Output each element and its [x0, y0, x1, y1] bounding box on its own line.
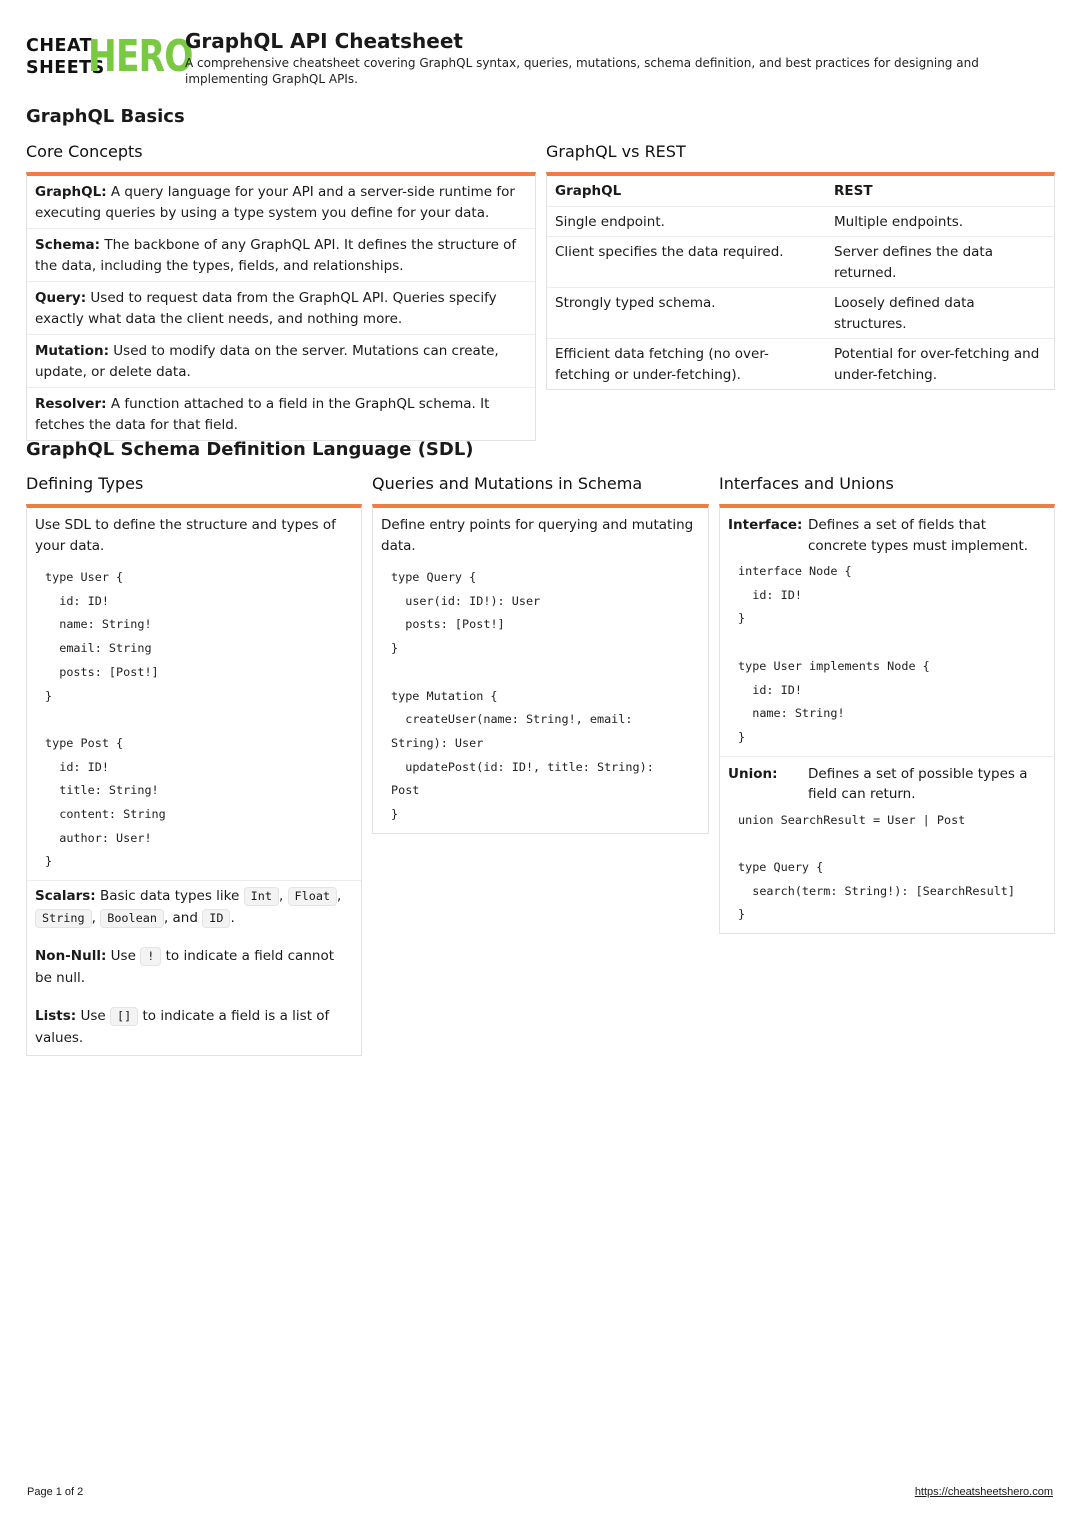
code-chip: String — [35, 909, 92, 928]
concept-text: Used to modify data on the server. Mutations can create, update, or delete data. — [35, 343, 499, 380]
table-cell: Efficient data fetching (no over-fetching or under-fetching). — [555, 346, 769, 383]
page-description: A comprehensive cheatsheet covering GraphQL syntax, queries, mutations, schema definition, and best practices for designing and implementing GraphQL APIs. — [185, 56, 979, 86]
card-title-defining-types: Defining Types — [26, 474, 144, 493]
section-title-sdl: GraphQL Schema Definition Language (SDL) — [26, 439, 474, 460]
concept-text: The backbone of any GraphQL API. It defines the structure of the data, including the types, fields, and relationships. — [35, 237, 517, 274]
note-text: Use — [80, 1008, 106, 1025]
concept-text: A query language for your API and a server-side runtime for executing queries by using a type system you define for your data. — [35, 184, 515, 221]
interface-text: Defines a set of fields that concrete types must implement. — [808, 517, 1029, 554]
logo-text-cheat: CHEAT — [26, 36, 93, 56]
logo — [26, 31, 193, 82]
queries-mutations-card — [372, 504, 709, 834]
concept-item — [27, 282, 535, 335]
core-concepts-card — [26, 172, 536, 441]
note-label: Lists: — [35, 1008, 77, 1025]
card-title-core-concepts: Core Concepts — [26, 142, 143, 161]
table-header-cell: GraphQL — [555, 183, 622, 199]
table-cell: Loosely defined data structures. — [834, 295, 975, 332]
note-label: Scalars: — [35, 888, 96, 905]
table-row — [547, 339, 1054, 389]
concept-term: Schema: — [35, 237, 101, 253]
concept-text: Used to request data from the GraphQL API. Queries specify exactly what data the client needs, and nothing more. — [35, 290, 497, 327]
union-label: Union: — [728, 765, 778, 782]
interfaces-unions-card — [719, 504, 1055, 934]
union-code-block: union SearchResult = User | Post type Query { search(term: String!): [SearchResult] } — [738, 812, 1016, 922]
concept-text: A function attached to a field in the GraphQL schema. It fetches the data for that field. — [35, 396, 490, 433]
table-row — [547, 207, 1054, 238]
note-text: Basic data types like — [99, 888, 240, 905]
card-title-interfaces-unions: Interfaces and Unions — [719, 474, 894, 493]
interface-code-block: interface Node { id: ID! } type User implements Node { id: ID! name: String! } — [738, 564, 930, 744]
concept-term: GraphQL: — [35, 184, 107, 200]
table-cell: Potential for over-fetching and under-fetching. — [834, 346, 1040, 383]
note-non-null — [27, 932, 361, 992]
concept-term: Resolver: — [35, 396, 107, 412]
code-chip: Boolean — [100, 909, 164, 928]
concept-item — [27, 176, 535, 229]
concept-item — [27, 335, 535, 388]
union-text: Defines a set of possible types a field can return. — [808, 765, 1028, 803]
table-row — [547, 237, 1054, 288]
table-cell: Client specifies the data required. — [555, 244, 784, 260]
card-title-graphql-vs-rest: GraphQL vs REST — [546, 142, 686, 161]
code-chip: [] — [110, 1007, 138, 1026]
footer-link[interactable]: https://cheatsheetshero.com — [914, 1486, 1053, 1498]
page-number: Page 1 of 2 — [27, 1486, 84, 1498]
page-title: GraphQL API Cheatsheet — [185, 29, 463, 53]
note-text: to indicate a field is a list of values. — [35, 1008, 330, 1046]
table-header-cell: REST — [834, 183, 873, 199]
defining-types-card — [26, 504, 362, 1056]
code-chip: Int — [244, 887, 279, 906]
code-chip: ! — [140, 947, 161, 966]
interface-label: Interface: — [728, 517, 803, 533]
note-text: Use — [110, 948, 136, 965]
note-scalars: Scalars: Basic data types like Int , Float , String , Boolean , and ID . — [35, 888, 342, 926]
card-intro: Define entry points for querying and mutating data. — [381, 517, 694, 554]
code-chip: Float — [288, 887, 338, 906]
logo-text-hero: HERO — [88, 31, 193, 82]
concept-item — [27, 229, 535, 282]
note-text: and — [172, 909, 198, 926]
graphql-vs-rest-table — [546, 172, 1055, 390]
section-title-basics: GraphQL Basics — [26, 106, 185, 127]
table-cell: Multiple endpoints. — [834, 213, 964, 230]
card-title-queries-mutations: Queries and Mutations in Schema — [372, 474, 643, 493]
note-label: Non-Null: — [35, 948, 107, 965]
table-cell: Strongly typed schema. — [555, 295, 716, 311]
code-block: type User { id: ID! name: String! email: String posts: [Post!] } type Post { id: ID! title: String! content: String author: User! } — [45, 570, 166, 869]
note-lists — [27, 992, 361, 1055]
card-intro: Use SDL to define the structure and types of your data. — [35, 517, 336, 554]
concept-item — [27, 388, 535, 440]
logo-text-sheets: SHEETS — [26, 58, 105, 78]
concept-term: Mutation: — [35, 343, 109, 359]
code-chip: ID — [202, 909, 230, 928]
concept-term: Query: — [35, 290, 87, 306]
interface-row — [720, 508, 1054, 556]
union-row — [720, 757, 1054, 805]
table-cell: Single endpoint. — [555, 213, 665, 230]
code-block: type Query { user(id: ID!): User posts: [Post!] } type Mutation { createUser(name: String!, email: String): User updatePost(id: ID!, title: String): Post } — [391, 570, 654, 822]
table-cell: Server defines the data returned. — [834, 244, 993, 281]
table-header-row — [547, 176, 1054, 207]
note-text: to indicate a field cannot be null. — [35, 948, 334, 986]
table-row — [547, 288, 1054, 339]
